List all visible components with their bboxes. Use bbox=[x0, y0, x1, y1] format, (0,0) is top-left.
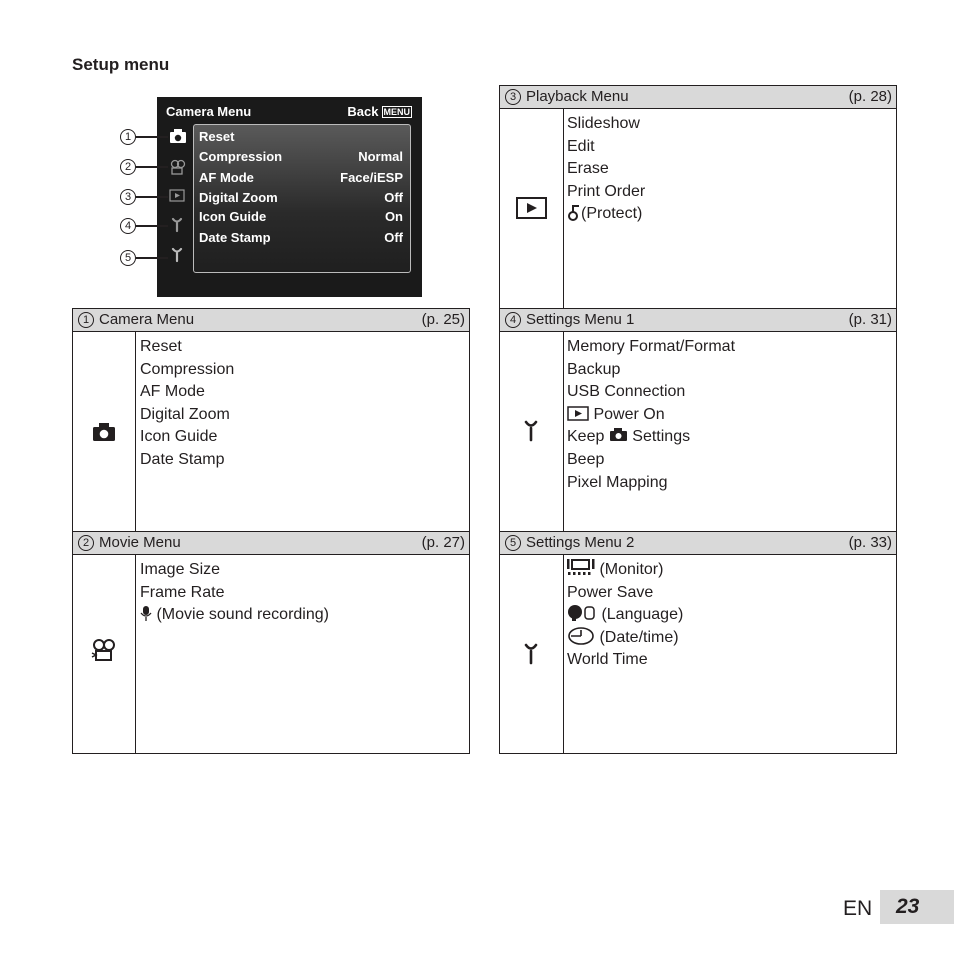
screen-row-icon-guide: Icon Guide On bbox=[199, 209, 403, 224]
movie-icon bbox=[91, 638, 117, 662]
list-item: Reset bbox=[140, 338, 182, 355]
list-item: (Language) bbox=[567, 604, 683, 627]
callout-line bbox=[136, 166, 168, 168]
table-icon-column bbox=[500, 109, 564, 308]
list-item: Print Order bbox=[567, 182, 646, 200]
screen-title: Camera Menu bbox=[166, 104, 252, 119]
wrench-icon bbox=[524, 420, 538, 442]
screen-menu-box bbox=[193, 124, 411, 273]
list-item: (Movie sound recording) bbox=[140, 604, 329, 627]
table-title: Settings Menu 2 bbox=[526, 534, 635, 551]
list-item: Frame Rate bbox=[140, 583, 225, 601]
page-reference: (p. 27) bbox=[421, 534, 465, 551]
list-item: Digital Zoom bbox=[140, 405, 230, 423]
table-items bbox=[567, 559, 683, 672]
table-number: 1 bbox=[78, 312, 94, 328]
wrench-icon bbox=[171, 217, 183, 233]
language-icon bbox=[567, 604, 597, 622]
callout-line bbox=[136, 196, 168, 198]
movie-icon bbox=[169, 159, 187, 175]
callout-line bbox=[136, 257, 168, 259]
list-item: Icon Guide bbox=[140, 428, 218, 446]
camera-icon bbox=[609, 427, 628, 442]
playback-icon bbox=[169, 189, 185, 202]
screen-row-date-stamp: Date Stamp Off bbox=[199, 230, 403, 245]
microphone-icon bbox=[140, 606, 152, 621]
table-header bbox=[73, 309, 469, 332]
list-item: AF Mode bbox=[140, 383, 205, 401]
list-item: Memory Format/Format bbox=[567, 338, 736, 355]
camera-menu-table bbox=[72, 308, 470, 532]
table-title: Playback Menu bbox=[526, 88, 629, 105]
callout-line bbox=[136, 136, 168, 138]
table-number: 2 bbox=[78, 535, 94, 551]
list-item: (Date/time) bbox=[567, 627, 683, 650]
language-label: EN bbox=[843, 897, 873, 920]
table-header bbox=[500, 532, 896, 555]
table-header bbox=[500, 86, 896, 109]
page-reference: (p. 31) bbox=[848, 311, 892, 328]
list-item: Erase bbox=[567, 160, 609, 178]
screen-row-reset: Reset bbox=[199, 129, 235, 144]
screen-row-af-mode: AF Mode Face/iESP bbox=[199, 170, 403, 185]
settings-menu-1-table bbox=[499, 308, 897, 532]
menu-button-icon: MENU bbox=[383, 107, 410, 117]
table-number: 3 bbox=[505, 89, 521, 105]
list-item: Power Save bbox=[567, 583, 654, 601]
table-title: Camera Menu bbox=[99, 311, 195, 328]
screen-row-compression: Compression Normal bbox=[199, 149, 403, 164]
table-items bbox=[567, 336, 735, 494]
screen-back-label bbox=[347, 104, 412, 119]
camera-icon bbox=[169, 128, 187, 144]
table-icon-column bbox=[73, 555, 136, 753]
callout-3: 3 bbox=[120, 189, 136, 205]
list-item: USB Connection bbox=[567, 383, 686, 401]
camera-screen-illustration bbox=[157, 97, 422, 297]
table-icon-column bbox=[500, 332, 564, 531]
monitor-icon bbox=[567, 559, 595, 576]
list-item: (Monitor) bbox=[567, 559, 683, 582]
list-item: Keep Settings bbox=[567, 428, 691, 446]
page-reference: (p. 25) bbox=[421, 311, 465, 328]
table-items bbox=[140, 559, 329, 627]
list-item: (Protect) bbox=[567, 203, 645, 226]
protect-key-icon bbox=[567, 204, 581, 221]
playback-icon bbox=[516, 197, 547, 219]
wrench-icon bbox=[171, 247, 183, 263]
screen-row-digital-zoom: Digital Zoom Off bbox=[199, 190, 403, 205]
list-item: Slideshow bbox=[567, 115, 640, 132]
list-item: Pixel Mapping bbox=[567, 473, 668, 491]
list-item: Date Stamp bbox=[140, 450, 225, 468]
list-item: Beep bbox=[567, 450, 605, 468]
page-reference: (p. 33) bbox=[848, 534, 892, 551]
callout-1: 1 bbox=[120, 129, 136, 145]
callout-line bbox=[136, 225, 168, 227]
movie-menu-table bbox=[72, 531, 470, 754]
table-icon-column bbox=[73, 332, 136, 531]
clock-icon bbox=[567, 627, 595, 645]
table-title: Settings Menu 1 bbox=[526, 311, 635, 328]
settings-menu-2-table bbox=[499, 531, 897, 754]
page-reference: (p. 28) bbox=[848, 88, 892, 105]
list-item: Edit bbox=[567, 137, 595, 155]
table-header bbox=[500, 309, 896, 332]
list-item: Backup bbox=[567, 360, 621, 378]
playback-menu-table bbox=[499, 85, 897, 309]
list-item: Compression bbox=[140, 360, 235, 378]
callout-2: 2 bbox=[120, 159, 136, 175]
table-number: 4 bbox=[505, 312, 521, 328]
table-title: Movie Menu bbox=[99, 534, 181, 551]
table-icon-column bbox=[500, 555, 564, 753]
playback-icon bbox=[567, 406, 589, 421]
callout-5: 5 bbox=[120, 250, 136, 266]
camera-icon bbox=[92, 422, 116, 442]
page-number: 23 bbox=[880, 890, 954, 924]
list-item: Image Size bbox=[140, 561, 221, 578]
table-number: 5 bbox=[505, 535, 521, 551]
list-item: World Time bbox=[567, 651, 648, 669]
callout-4: 4 bbox=[120, 218, 136, 234]
page-heading: Setup menu bbox=[72, 55, 170, 74]
wrench-icon bbox=[524, 643, 538, 665]
table-items bbox=[140, 336, 234, 472]
table-header bbox=[73, 532, 469, 555]
list-item: Power On bbox=[567, 404, 735, 427]
screen-back-text: Back bbox=[347, 104, 379, 119]
table-items bbox=[567, 113, 645, 226]
